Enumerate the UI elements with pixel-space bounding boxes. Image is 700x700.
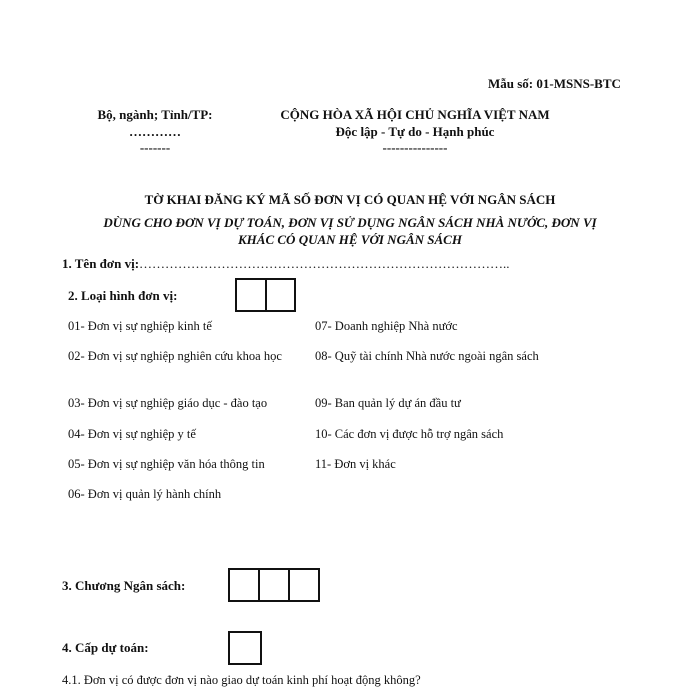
form-title: TỜ KHAI ĐĂNG KÝ MÃ SỐ ĐƠN VỊ CÓ QUAN HỆ VỚI NGÂN SÁCH: [144, 192, 556, 207]
unit-type-option-05: 05- Đơn vị sự nghiệp văn hóa thông tin: [68, 457, 265, 471]
republic-motto: Độc lập - Tự do - Hạnh phúc: [335, 124, 495, 139]
unit-type-option-10: 10- Các đơn vị được hỗ trợ ngân sách: [315, 427, 504, 441]
unit-type-option-03: 03- Đơn vị sự nghiệp giáo dục - đào tạo: [68, 396, 268, 410]
budget-chapter-code-boxes[interactable]: [228, 568, 320, 602]
ministry-dots: …………: [129, 124, 181, 139]
form-code: Mẫu số: 01-MSNS-BTC: [488, 76, 621, 91]
unit-type-code-boxes[interactable]: [235, 278, 296, 312]
ministry-dashes: -------: [139, 140, 171, 155]
unit-type-code-box-1[interactable]: [237, 280, 267, 310]
budget-level-code-box-1[interactable]: [230, 633, 260, 663]
unit-type-option-08: 08- Quỹ tài chính Nhà nước ngoài ngân sách: [315, 349, 539, 363]
form-subtitle-line2: KHÁC CÓ QUAN HỆ VỚI NGÂN SÁCH: [238, 232, 462, 247]
unit-name-row: [62, 256, 510, 272]
unit-type-option-09: 09- Ban quản lý dự án đầu tư: [315, 396, 461, 410]
ministry-label: Bộ, ngành; Tỉnh/TP:: [97, 107, 213, 122]
budget-chapter-code-box-3[interactable]: [290, 570, 318, 600]
unit-type-option-11: 11- Đơn vị khác: [315, 457, 396, 471]
budget-chapter-label: 3. Chương Ngân sách:: [62, 578, 186, 593]
form-subtitle-line1: DÙNG CHO ĐƠN VỊ DỰ TOÁN, ĐƠN VỊ SỬ DỤNG NGÂN SÁCH NHÀ NƯỚC, ĐƠN VỊ: [103, 215, 597, 230]
unit-name-label: 1. Tên đơn vị:: [62, 256, 140, 271]
unit-type-option-06: 06- Đơn vị quản lý hành chính: [68, 487, 222, 501]
unit-name-field[interactable]: …………………………………………………………………………..: [139, 256, 510, 271]
unit-type-option-02: 02- Đơn vị sự nghiệp nghiên cứu khoa học: [68, 349, 282, 363]
question-4-1: 4.1. Đơn vị có được đơn vị nào giao dự toán kinh phí hoạt động không?: [62, 673, 421, 687]
unit-type-option-07: 07- Doanh nghiệp Nhà nước: [315, 319, 458, 333]
budget-chapter-code-box-2[interactable]: [260, 570, 290, 600]
unit-type-option-01: 01- Đơn vị sự nghiệp kinh tế: [68, 319, 212, 333]
budget-level-label: 4. Cấp dự toán:: [62, 640, 149, 655]
republic-dashes: ---------------: [382, 140, 448, 155]
unit-type-option-04: 04- Đơn vị sự nghiệp y tế: [68, 427, 196, 441]
unit-type-code-box-2[interactable]: [267, 280, 295, 310]
republic-name: CỘNG HÒA XÃ HỘI CHỦ NGHĨA VIỆT NAM: [280, 107, 550, 122]
budget-chapter-code-box-1[interactable]: [230, 570, 260, 600]
unit-type-label: 2. Loại hình đơn vị:: [68, 288, 178, 303]
budget-level-code-box[interactable]: [228, 631, 262, 665]
